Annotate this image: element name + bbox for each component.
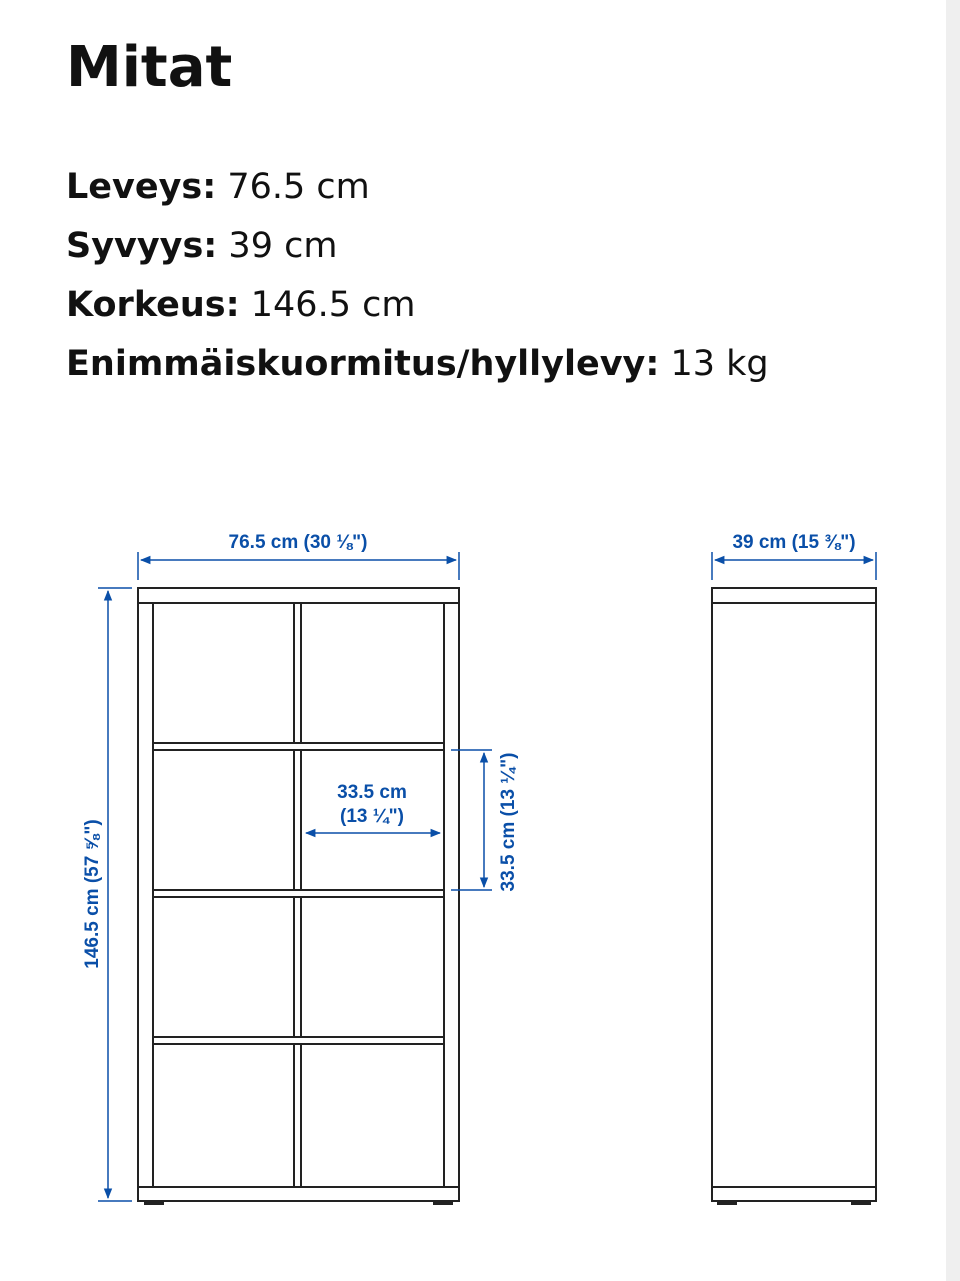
- side-depth-dimension: [712, 552, 876, 580]
- spec-width: [66, 158, 769, 217]
- page-title: Mitat: [66, 35, 233, 100]
- spec-label: Korkeus:: [66, 285, 240, 325]
- front-height-label: 146.5 cm (57 ⅝"): [82, 819, 103, 969]
- front-width-dimension: [138, 552, 459, 580]
- side-view-shelf: [712, 588, 876, 1204]
- spec-value: 13 kg: [659, 344, 769, 384]
- compartment-height-label: 33.5 cm (13 ¼"): [498, 752, 519, 892]
- spec-label: Syvyys:: [66, 226, 218, 266]
- spec-value: 76.5 cm: [216, 167, 370, 207]
- spec-label: Leveys:: [66, 167, 217, 207]
- spec-max-load: [66, 335, 769, 394]
- compartment-width-label-line2: (13 ¼"): [340, 806, 404, 827]
- spec-depth: [66, 217, 769, 276]
- side-depth-label: 39 cm (15 ⅜"): [732, 532, 856, 553]
- spec-label: Enimmäiskuormitus/hyllylevy:: [66, 344, 660, 384]
- front-width-label: 76.5 cm (30 ⅛"): [228, 532, 368, 553]
- front-height-dimension: [98, 588, 132, 1201]
- dimension-drawing: [0, 500, 960, 1220]
- front-view-shelf: [138, 588, 459, 1204]
- spec-value: 39 cm: [217, 226, 338, 266]
- scrollbar[interactable]: [946, 0, 960, 1281]
- spec-height: [66, 276, 769, 335]
- compartment-width-label-line1: 33.5 cm: [337, 782, 407, 803]
- dimension-specs-list: [66, 158, 769, 394]
- spec-value: 146.5 cm: [239, 285, 416, 325]
